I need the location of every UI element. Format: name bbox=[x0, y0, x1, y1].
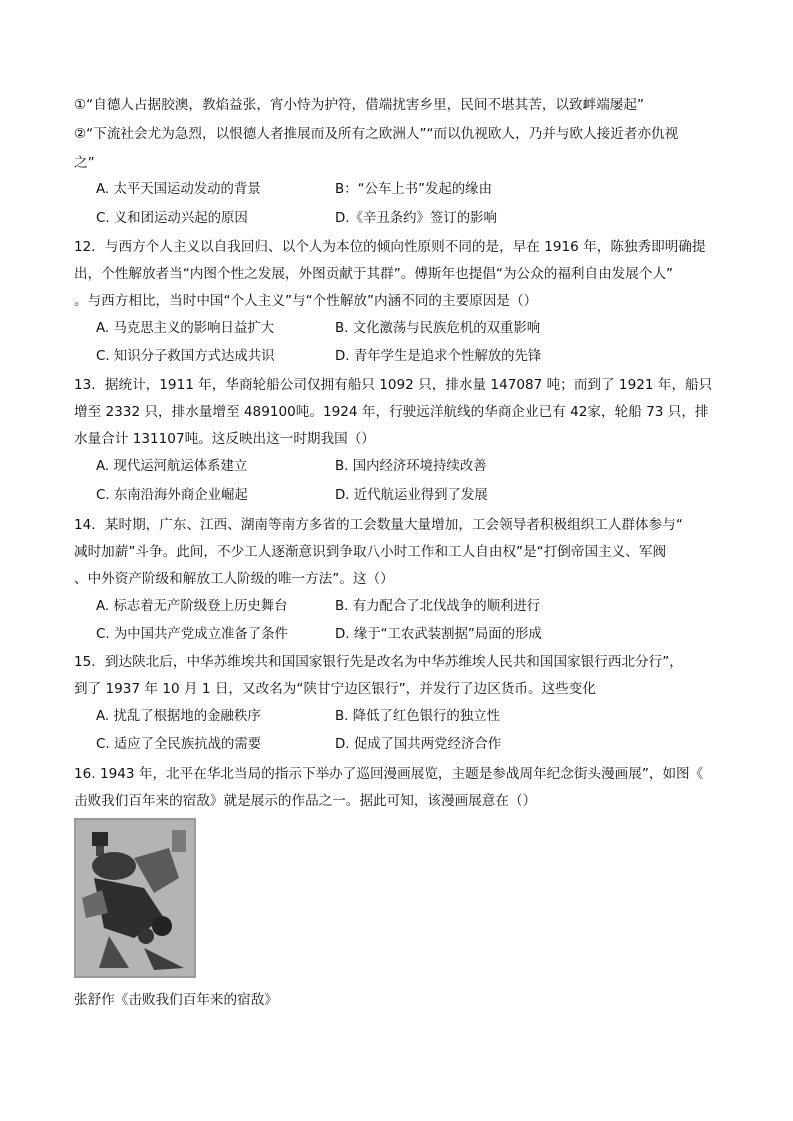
q11-quote2-line2: 之” bbox=[74, 155, 95, 171]
q11-quote2-line1: ②“下流社会尤为急烈，以恨德人者推展而及所有之欧洲人”“而以仇视欧人，乃并与欧人接近者亦仇视 bbox=[74, 126, 679, 142]
q11-option-d: D.《辛丑条约》签订的影响 bbox=[335, 211, 497, 226]
q16-stem-line1: 16. 1943 年，北平在华北当局的指示下举办了巡回漫画展览，主题是参战周年纪念街头漫画展”，如图《 bbox=[74, 766, 704, 782]
q13-option-c: C. 东南沿海外商企业崛起 bbox=[96, 488, 248, 503]
q16-stem-line2: 击败我们百年来的宿敌》就是展示的作品之一。据此可知，该漫画展意在（） bbox=[74, 793, 537, 809]
q12-stem-line1: 12．与西方个人主义以自我回归、以个人为本位的倾向性原则不同的是，早在 1916 年，陈独秀即明确提 bbox=[74, 239, 706, 255]
q13-option-b: B. 国内经济环境持续改善 bbox=[335, 459, 487, 474]
q13-option-a: A. 现代运河航运体系建立 bbox=[96, 459, 248, 474]
q12-option-a: A. 马克思主义的影响日益扩大 bbox=[96, 321, 275, 336]
q11-quote1: ①“自德人占据胶澳，教焰益张，宵小恃为护符，借端扰害乡里，民间不堪其苦，以致衅端屡起” bbox=[74, 97, 645, 113]
image-caption: 张舒作《击败我们百年来的宿敌》 bbox=[74, 992, 278, 1008]
q14-option-c: C. 为中国共产党成立准备了条件 bbox=[96, 627, 288, 642]
q14-option-a: A. 标志着无产阶级登上历史舞台 bbox=[96, 599, 288, 614]
q15-option-b: B. 降低了红色银行的独立性 bbox=[335, 709, 500, 724]
q13-stem-line2: 增至 2332 只，排水量增至 489100吨。1924 年，行驶远洋航线的华商企业已有 42家，轮船 73 只，排 bbox=[74, 404, 709, 420]
q11-option-a: A. 太平天国运动发动的背景 bbox=[96, 182, 261, 197]
q14-stem-line3: 、中外资产阶级和解放工人阶级的唯一方法”。这（） bbox=[74, 571, 394, 587]
q14-option-d: D. 缘于“工农武装割据”局面的形成 bbox=[335, 627, 542, 642]
q13-option-d: D. 近代航运业得到了发展 bbox=[335, 488, 488, 503]
q12-option-d: D. 青年学生是追求个性解放的先锋 bbox=[335, 349, 542, 364]
q12-option-c: C. 知识分子救国方式达成共识 bbox=[96, 349, 275, 364]
q13-stem-line3: 水量合计 131107吨。这反映出这一时期我国（） bbox=[74, 431, 375, 447]
cartoon-image bbox=[74, 818, 196, 978]
q11-option-c: C. 义和团运动兴起的原因 bbox=[96, 211, 248, 226]
q14-stem-line1: 14．某时期，广东、江西、湖南等南方多省的工会数量大量增加，工会领导者积极组织工人群体参与“ bbox=[74, 517, 683, 533]
q12-option-b: B. 文化激荡与民族危机的双重影响 bbox=[335, 321, 541, 336]
q11-option-b: B：“公车上书”发起的缘由 bbox=[335, 182, 492, 197]
q12-stem-line3: 。与西方相比，当时中国“个人主义”与“个性解放”内涵不同的主要原因是（） bbox=[74, 293, 538, 309]
q15-option-d: D. 促成了国共两党经济合作 bbox=[335, 737, 502, 752]
q15-stem-line1: 15．到达陕北后，中华苏维埃共和国国家银行先是改名为中华苏维埃人民共和国国家银行西北分行”， bbox=[74, 654, 683, 670]
q15-option-a: A. 扰乱了根据地的金融秩序 bbox=[96, 709, 261, 724]
q13-stem-line1: 13．据统计，1911 年，华商轮船公司仅拥有船只 1092 只，排水量 147087 吨；而到了 1921 年，船只 bbox=[74, 377, 713, 393]
q15-option-c: C. 适应了全民族抗战的需要 bbox=[96, 737, 262, 752]
q14-option-b: B. 有力配合了北伐战争的顺利进行 bbox=[335, 599, 541, 614]
q14-stem-line2: 减时加薪”斗争。此间，不少工人逐渐意识到争取八小时工作和工人自由权”是“打倒帝国主义、军阀 bbox=[74, 544, 667, 560]
q15-stem-line2: 到了 1937 年 10 月 1 日，又改名为“陕甘宁边区银行”，并发行了边区货币。这些变化 bbox=[74, 681, 596, 697]
q12-stem-line2: 出，个性解放者当“内图个性之发展，外图贡献于其群”。傅斯年也提倡“为公众的福利自由发展个人” bbox=[74, 266, 674, 282]
